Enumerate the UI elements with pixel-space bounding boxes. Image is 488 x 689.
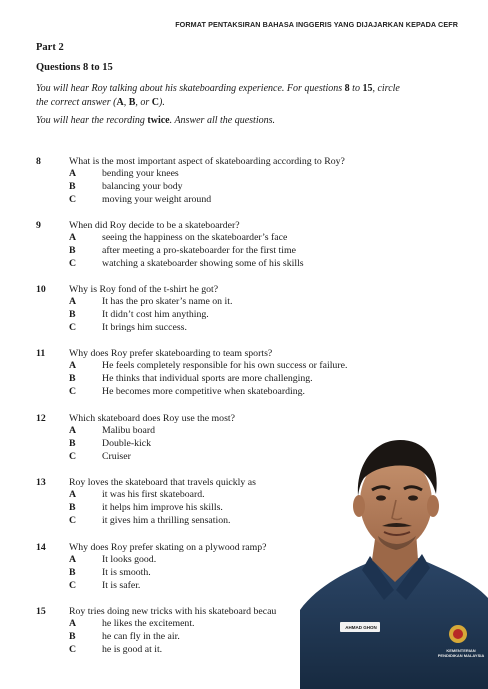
option-text: he can fly in the air.	[102, 631, 180, 642]
presenter-name-label: AHMAD GHON	[345, 625, 377, 630]
instr-text: the correct answer (	[36, 97, 117, 108]
instr-bold: 8	[344, 83, 350, 94]
option-letter: A	[69, 296, 77, 307]
option-c[interactable]	[69, 644, 162, 655]
instr-bold: twice	[147, 115, 170, 126]
presenter-badge-text: KEMENTERIAN PENDIDIKAN MALAYSIA	[437, 648, 485, 658]
option-letter: B	[69, 631, 76, 642]
option-letter: B	[69, 309, 76, 320]
option-text: It has the pro skater’s name on it.	[102, 296, 233, 307]
option-c[interactable]	[69, 386, 305, 397]
option-letter: B	[69, 245, 76, 256]
option-b[interactable]	[69, 502, 223, 513]
option-text: Malibu board	[102, 425, 156, 436]
question-text: Roy loves the skateboard that travels quickly as	[69, 477, 256, 488]
option-b[interactable]	[69, 567, 151, 578]
option-a[interactable]	[69, 554, 156, 565]
option-a[interactable]	[69, 232, 287, 243]
option-text: it helps him improve his skills.	[102, 502, 223, 513]
presenter-eye	[408, 495, 418, 500]
option-a[interactable]	[69, 425, 155, 436]
option-text: it gives him a thrilling sensation.	[102, 515, 231, 526]
presenter-badge-emblem	[453, 629, 463, 639]
option-text: It is safer.	[102, 580, 141, 591]
option-letter: A	[69, 489, 77, 500]
option-letter: C	[69, 515, 77, 526]
option-c[interactable]	[69, 515, 230, 526]
option-letter: A	[69, 554, 77, 565]
option-letter: C	[69, 644, 77, 655]
option-text: seeing the happiness on the skateboarder’s face	[102, 232, 288, 243]
option-letter: A	[69, 232, 77, 243]
option-text: Double-kick	[102, 438, 151, 449]
option-text: He thinks that individual sports are more challenging.	[102, 373, 313, 384]
presenter-ear	[427, 495, 439, 517]
option-b[interactable]	[69, 309, 209, 320]
option-c[interactable]	[69, 194, 211, 205]
option-text: balancing your body	[102, 181, 183, 192]
option-a[interactable]	[69, 360, 347, 371]
question-text: Why is Roy fond of the t-shirt he got?	[69, 284, 219, 295]
option-b[interactable]	[69, 631, 180, 642]
option-text: it was his first skateboard.	[102, 489, 205, 500]
option-b[interactable]	[69, 245, 296, 256]
option-letter: A	[69, 618, 77, 629]
option-text: It is smooth.	[102, 567, 151, 578]
instr-text: . Answer all the questions.	[169, 115, 275, 126]
part-title: Part 2	[36, 42, 64, 53]
option-letter: C	[69, 194, 77, 205]
instr-bold: B	[128, 97, 136, 108]
instr-text: to	[349, 83, 363, 94]
option-letter: A	[69, 425, 77, 436]
option-b[interactable]	[69, 438, 151, 449]
question-text: Which skateboard does Roy use the most?	[69, 413, 235, 424]
option-letter: B	[69, 438, 76, 449]
option-a[interactable]	[69, 296, 232, 307]
instr-bold: 15	[362, 83, 373, 94]
question-text: Why does Roy prefer skating on a plywood ramp?	[69, 542, 267, 553]
option-c[interactable]	[69, 580, 140, 591]
option-b[interactable]	[69, 181, 183, 192]
option-c[interactable]	[69, 322, 187, 333]
option-text: He feels completely responsible for his own success or failure.	[102, 360, 348, 371]
option-b[interactable]	[69, 373, 313, 384]
option-a[interactable]	[69, 489, 205, 500]
option-a[interactable]	[69, 618, 195, 629]
option-text: after meeting a pro-skateboarder for the first time	[102, 245, 296, 256]
option-text: watching a skateboarder showing some of his skills	[102, 258, 304, 269]
option-letter: C	[69, 451, 77, 462]
recording-instruction	[36, 114, 456, 128]
question-number: 14	[36, 542, 46, 553]
instr-text: You will hear the recording	[36, 115, 148, 126]
option-a[interactable]	[69, 168, 179, 179]
option-text: he is good at it.	[102, 644, 163, 655]
question-number: 12	[36, 413, 46, 424]
option-c[interactable]	[69, 451, 131, 462]
option-letter: B	[69, 502, 76, 513]
option-letter: C	[69, 580, 77, 591]
instr-text: , or	[135, 97, 152, 108]
question-number: 11	[36, 348, 46, 359]
question-text: When did Roy decide to be a skateboarder?	[69, 220, 240, 231]
question-text: Why does Roy prefer skateboarding to team sports?	[69, 348, 273, 359]
question-number: 15	[36, 606, 46, 617]
option-text: He becomes more competitive when skateboarding.	[102, 386, 305, 397]
instr-text: ).	[159, 97, 165, 108]
question-text: What is the most important aspect of skateboarding according to Roy?	[69, 156, 345, 167]
option-letter: A	[69, 360, 77, 371]
option-text: Cruiser	[102, 451, 131, 462]
option-letter: A	[69, 168, 77, 179]
instr-bold: A	[116, 97, 124, 108]
question-text: Roy tries doing new tricks with his skateboard becau	[69, 606, 277, 617]
option-text: It brings him success.	[102, 322, 187, 333]
presenter-ear	[353, 495, 365, 517]
option-text: moving your weight around	[102, 194, 212, 205]
option-text: It looks good.	[102, 554, 157, 565]
instr-bold: C	[151, 97, 159, 108]
option-letter: B	[69, 373, 76, 384]
question-number: 9	[36, 220, 41, 231]
presenter-eye	[376, 495, 386, 500]
instr-text: , circle	[372, 83, 400, 94]
option-letter: C	[69, 386, 77, 397]
option-letter: C	[69, 322, 77, 333]
option-text: It didn’t cost him anything.	[102, 309, 209, 320]
instr-text: ,	[123, 97, 129, 108]
instructions	[36, 82, 456, 110]
document-header: FORMAT PENTAKSIRAN BAHASA INGGERIS YANG DIJAJARKAN KEPADA CEFR	[175, 20, 458, 29]
instr-text: You will hear Roy talking about his skateboarding experience. For questions	[36, 83, 345, 94]
question-number: 8	[36, 156, 41, 167]
option-letter: B	[69, 181, 76, 192]
option-letter: B	[69, 567, 76, 578]
question-number: 10	[36, 284, 46, 295]
questions-range-title: Questions 8 to 15	[36, 62, 113, 73]
question-number: 13	[36, 477, 46, 488]
option-letter: C	[69, 258, 77, 269]
option-text: he likes the excitement.	[102, 618, 195, 629]
option-c[interactable]	[69, 258, 304, 269]
option-text: bending your knees	[102, 168, 179, 179]
